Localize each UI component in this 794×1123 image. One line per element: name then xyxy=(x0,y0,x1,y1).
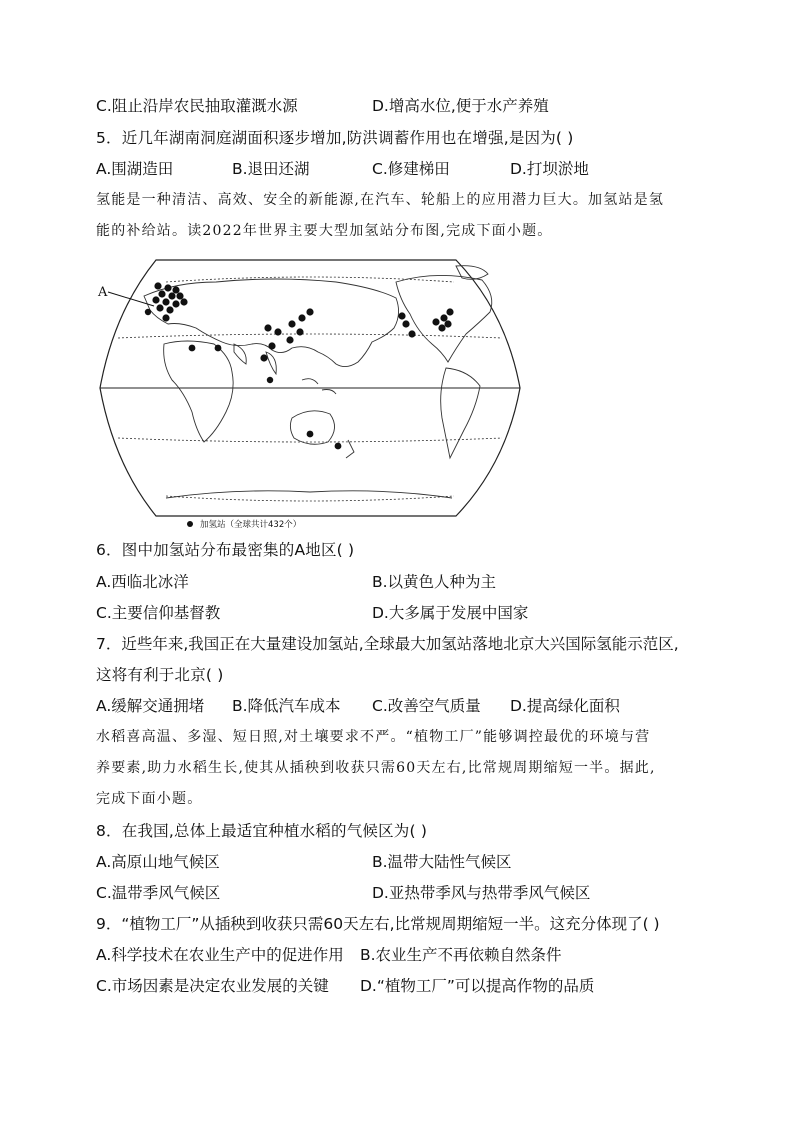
passage1-line2: 能的补给站。读2022年世界主要大型加氢站分布图,完成下面小题。 xyxy=(96,223,553,239)
station-dot xyxy=(335,443,342,450)
station-dot xyxy=(267,377,273,383)
q9-stem: 9．“植物工厂”从插秧到收获只需60天左右,比常规周期缩短一半。这充分体现了( ) xyxy=(96,915,660,933)
station-dot xyxy=(172,300,179,307)
station-dot xyxy=(158,290,165,297)
station-dot xyxy=(168,292,175,299)
q6-option-b: B.以黄色人种为主 xyxy=(372,573,497,591)
station-dot xyxy=(260,354,267,361)
q5-option-b: B.退田还湖 xyxy=(232,160,310,178)
station-dot xyxy=(264,324,271,331)
q9-option-d: D.“植物工厂”可以提高作物的品质 xyxy=(360,977,595,995)
station-dot xyxy=(268,342,275,349)
station-dot xyxy=(166,306,173,313)
q5-option-c: C.修建梯田 xyxy=(372,160,450,178)
q8-stem: 8．在我国,总体上最适宜种植水稻的气候区为( ) xyxy=(96,822,428,840)
q8-option-b: B.温带大陆性气候区 xyxy=(372,853,512,871)
q6-stem: 6．图中加氢站分布最密集的A地区( ) xyxy=(96,541,355,559)
q8-option-a: A.高原山地气候区 xyxy=(96,853,220,871)
q7-stem-line1: 7．近些年来,我国正在大量建设加氢站,全球最大加氢站落地北京大兴国际氢能示范区, xyxy=(96,635,679,653)
station-dot xyxy=(154,282,161,289)
station-dot xyxy=(152,296,159,303)
station-dot xyxy=(402,320,409,327)
q7-stem-line2: 这将有利于北京( ) xyxy=(96,666,224,684)
q4-option-d: D.增高水位,便于水产养殖 xyxy=(372,97,549,115)
station-dot xyxy=(288,320,295,327)
station-dot xyxy=(162,314,169,321)
station-dot xyxy=(176,292,183,299)
station-dot xyxy=(432,318,439,325)
passage2-line3: 完成下面小题。 xyxy=(96,791,203,807)
station-dot xyxy=(162,298,169,305)
legend-dot-icon xyxy=(187,521,193,527)
station-dot xyxy=(286,336,293,343)
map-label-a: A xyxy=(98,285,108,300)
q7-option-d: D.提高绿化面积 xyxy=(510,697,620,715)
q7-option-c: C.改善空气质量 xyxy=(372,697,481,715)
q9-option-b: B.农业生产不再依赖自然条件 xyxy=(360,946,562,964)
q6-option-a: A.西临北冰洋 xyxy=(96,573,189,591)
q5-option-d: D.打坝淤地 xyxy=(510,160,589,178)
station-dot xyxy=(215,345,222,352)
station-dot xyxy=(180,298,187,305)
station-dot xyxy=(296,328,303,335)
station-dot xyxy=(298,314,305,321)
station-dot xyxy=(274,328,281,335)
hydrogen-station-world-map xyxy=(96,252,524,532)
passage1-line1: 氢能是一种清洁、高效、安全的新能源,在汽车、轮船上的应用潜力巨大。加氢站是氢 xyxy=(96,192,665,208)
station-dot xyxy=(307,431,314,438)
q4-option-c: C.阻止沿岸农民抽取灌溉水源 xyxy=(96,97,298,115)
station-dot xyxy=(145,309,151,315)
q9-option-c: C.市场因素是决定农业发展的关键 xyxy=(96,977,329,995)
station-dot xyxy=(440,314,447,321)
q5-stem: 5．近几年湖南洞庭湖面积逐步增加,防洪调蓄作用也在增强,是因为( ) xyxy=(96,129,574,147)
station-dot xyxy=(444,320,451,327)
q8-option-d: D.亚热带季风与热带季风气候区 xyxy=(372,884,591,902)
q5-option-a: A.围湖造田 xyxy=(96,160,174,178)
q9-option-a: A.科学技术在农业生产中的促进作用 xyxy=(96,946,344,964)
passage2-line1: 水稻喜高温、多湿、短日照,对土壤要求不严。“植物工厂”能够调控最优的环境与营 xyxy=(96,729,651,745)
station-dot xyxy=(306,308,313,315)
station-dot xyxy=(398,312,405,319)
map-legend-text: 加氢站（全球共计432个） xyxy=(200,520,302,530)
station-dot xyxy=(189,345,196,352)
station-dot xyxy=(156,304,163,311)
station-dot xyxy=(172,286,179,293)
q6-option-c: C.主要信仰基督教 xyxy=(96,604,221,622)
q6-option-d: D.大多属于发展中国家 xyxy=(372,604,529,622)
q7-option-a: A.缓解交通拥堵 xyxy=(96,697,205,715)
q8-option-c: C.温带季风气候区 xyxy=(96,884,221,902)
q7-option-b: B.降低汽车成本 xyxy=(232,697,341,715)
station-dot xyxy=(164,284,171,291)
passage2-line2: 养要素,助力水稻生长,使其从插秧到收获只需60天左右,比常规周期缩短一半。据此, xyxy=(96,760,656,776)
station-dot xyxy=(438,324,445,331)
station-dot xyxy=(408,330,415,337)
station-dot xyxy=(446,308,453,315)
